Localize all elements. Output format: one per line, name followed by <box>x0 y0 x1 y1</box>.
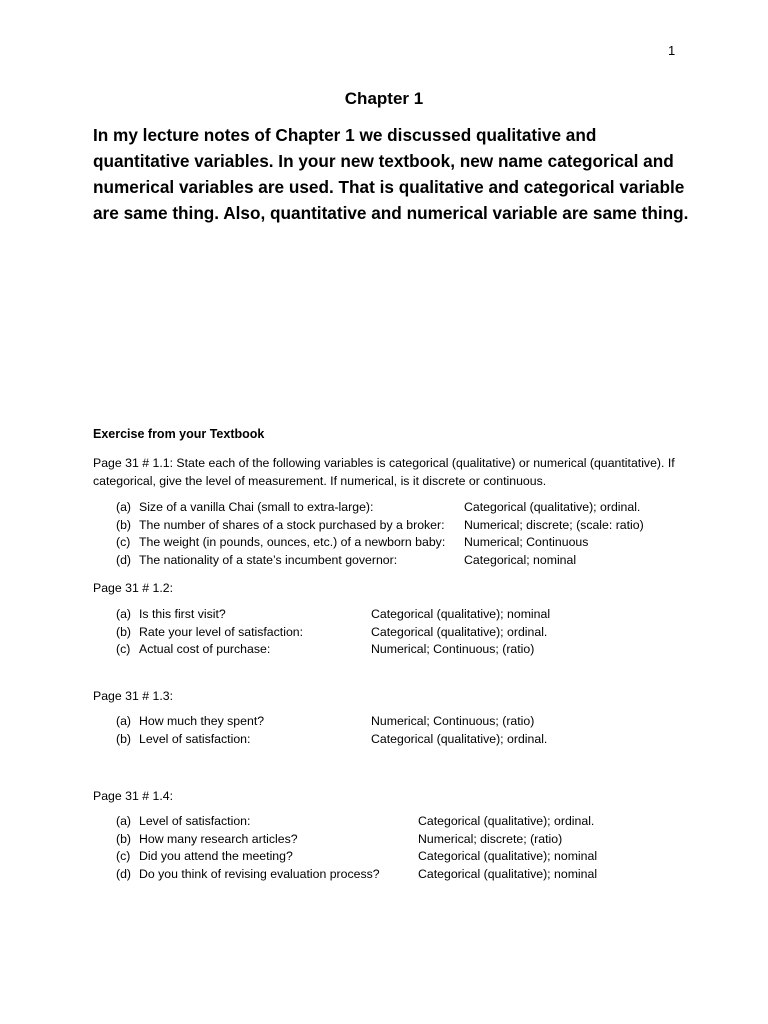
item-question: The number of shares of a stock purchased by a broker: <box>139 517 445 532</box>
item-label: (c) <box>116 642 131 656</box>
list-item <box>0 849 768 867</box>
item-answer: Numerical; Continuous; (ratio) <box>371 642 535 656</box>
list-item <box>0 500 768 518</box>
list-item <box>0 714 768 732</box>
problem-1-4-list <box>0 814 768 884</box>
item-answer: Categorical (qualitative); ordinal. <box>464 500 641 514</box>
item-question: How many research articles? <box>139 831 298 846</box>
item-question: Size of a vanilla Chai (small to extra-large): <box>139 500 374 514</box>
item-label: (a) <box>116 607 132 621</box>
list-item <box>0 553 768 571</box>
item-question: Actual cost of purchase: <box>139 642 271 656</box>
list-item <box>0 625 768 643</box>
item-answer: Numerical; Continuous <box>464 535 589 549</box>
item-answer: Categorical (qualitative); nominal <box>371 607 551 621</box>
item-answer: Numerical; discrete; (scale: ratio) <box>464 517 644 532</box>
list-item <box>0 642 768 660</box>
problem-1-3-list <box>0 714 768 749</box>
page-number: 1 <box>668 43 676 58</box>
item-question: How much they spent? <box>139 714 265 728</box>
item-label: (b) <box>116 831 132 846</box>
item-question: Level of satisfaction: <box>139 814 251 828</box>
item-answer: Categorical (qualitative); ordinal. <box>371 731 548 746</box>
problem-1-3-intro: Page 31 # 1.3: <box>93 689 173 703</box>
item-label: (b) <box>116 517 132 532</box>
chapter-title: Chapter 1 <box>344 89 424 108</box>
item-label: (d) <box>116 866 132 881</box>
item-answer: Categorical; nominal <box>464 552 577 567</box>
item-label: (a) <box>116 500 132 514</box>
item-question: Do you think of revising evaluation process? <box>139 866 380 881</box>
list-item <box>0 814 768 832</box>
list-item <box>0 518 768 536</box>
item-label: (c) <box>116 849 131 863</box>
item-question: Level of satisfaction: <box>139 731 251 746</box>
problem-1-1-intro: Page 31 # 1.1: State each of the following variables is categorical (qualitative) or numerical (quantitative). If categorical, give the level of measurement. If numerical, is it discrete or continuous. <box>93 456 675 488</box>
item-question: Is this first visit? <box>139 607 226 621</box>
problem-1-4-intro: Page 31 # 1.4: <box>93 789 173 803</box>
item-answer: Categorical (qualitative); ordinal. <box>418 814 595 828</box>
item-label: (c) <box>116 535 131 549</box>
item-question: The weight (in pounds, ounces, etc.) of a newborn baby: <box>139 535 446 549</box>
item-question: The nationality of a state’s incumbent governor: <box>139 552 398 567</box>
item-answer: Categorical (qualitative); nominal <box>418 866 598 881</box>
item-answer: Numerical; Continuous; (ratio) <box>371 714 535 728</box>
problem-1-1-list <box>0 500 768 570</box>
item-label: (a) <box>116 714 132 728</box>
list-item <box>0 867 768 885</box>
item-answer: Numerical; discrete; (ratio) <box>418 831 563 846</box>
item-label: (b) <box>116 731 132 746</box>
list-item <box>0 607 768 625</box>
item-label: (b) <box>116 624 132 639</box>
intro-paragraph: In my lecture notes of Chapter 1 we discussed qualitative and quantitative variables. In your new textbook, new name categorical and numerical variables are used. That is qualitative and categorical variable are same thing. Also, quantitative and numerical variable are same thing. <box>93 125 689 223</box>
exercise-heading: Exercise from your Textbook <box>93 427 265 441</box>
item-answer: Categorical (qualitative); nominal <box>418 849 598 863</box>
list-item <box>0 535 768 553</box>
item-answer: Categorical (qualitative); ordinal. <box>371 624 548 639</box>
list-item <box>0 832 768 850</box>
problem-1-2-intro: Page 31 # 1.2: <box>93 581 173 595</box>
item-label: (a) <box>116 814 132 828</box>
item-question: Rate your level of satisfaction: <box>139 624 304 639</box>
list-item <box>0 732 768 750</box>
item-question: Did you attend the meeting? <box>139 849 293 863</box>
problem-1-2-list <box>0 607 768 660</box>
item-label: (d) <box>116 552 132 567</box>
